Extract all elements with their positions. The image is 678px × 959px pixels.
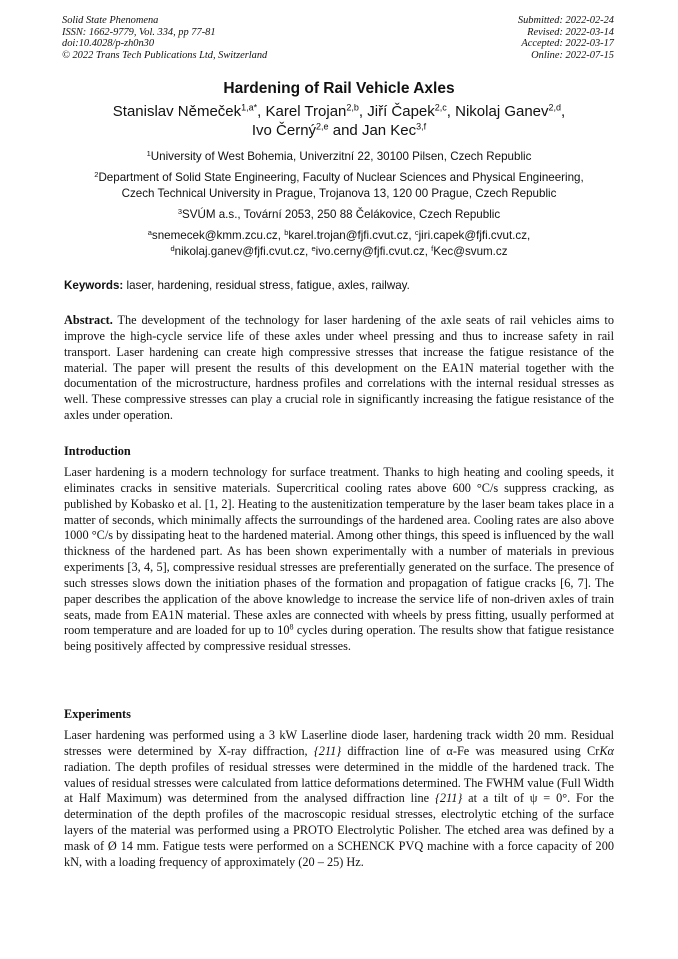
keywords-text: laser, hardening, residual stress, fatigue, axles, railway. [126, 279, 410, 292]
keywords [64, 279, 624, 293]
abstract [64, 313, 614, 424]
email-link: karel.trojan@fjfi.cvut.cz [288, 229, 409, 242]
journal-copyright: © 2022 Trans Tech Publications Ltd, Switzerland [62, 49, 268, 61]
abstract-label: Abstract. [64, 313, 113, 327]
author-list: Stanislav Němeček$^{1,a*}$, Karel Trojan$^{2,b}$, Jiří Čapek$^{2,c}$, Nikolaj Ganev$^{2,d}$, Ivo Černý$^{2,e}$ and Jan Kec$^{3,f}$ [112, 102, 566, 139]
abstract-text: The development of the technology for laser hardening of the axle seats of rail vehicles aims to improve the high-cycle service life of these axles under wheel pressing and thus to increase safety in rail transport. Laser hardening can create high compressive stresses that increase the fatigue resistance of the material. The paper will present the results of this development on the EA1N material together with the documentation of the microstructure, hardness profiles and correlations with the internal residual stresses as well. These compressive stresses can play a crucial role in significantly increasing the fatigue resistance of the axles under operation. [64, 313, 614, 423]
email-link: Kec@svum.cz [433, 245, 508, 258]
affiliation-3: $^3$SVÚM a.s., Tovární 2053, 250 88 Čelákovice, Czech Republic [177, 206, 501, 221]
date-accepted: Accepted: 2022-03-17 [521, 38, 614, 50]
email-link: nikolaj.ganev@fjfi.cvut.cz [174, 245, 305, 258]
paper-title: Hardening of Rail Vehicle Axles [223, 80, 455, 97]
email-link: jiri.capek@fjfi.cvut.cz [418, 229, 527, 242]
introduction-text: Laser hardening is a modern technology for surface treatment. Thanks to high heating and cooling speeds, it eliminates cracks in sensitive materials. Supercritical cooling rates above 600 °C/s suppress cracking, as published by Kobasko et al. [1, 2]. Heating to the austenitization temperature by the laser beam takes place in a matter of seconds, which minimally affects the surroundings of the hardened area. Cooling rates are also above 1000 °C/s by dissipating heat to the hardened material. Among other things, this speed is influenced by the wall thickness of the hardened part. As has been shown experimentally with a number of materials in previous experiments [3, 4, 5], compressive residual stresses are preferentially generated on the surface. The presence of such stresses slows down the initiation phases of the formation and propagation of fatigue cracks [6, 7]. The paper describes the application of the above knowledge to increase the service life of non-driven axles of train seats, made from EA1N material. These axles are connected with wheels by press fitting, usually performed at room temperature and are loaded for up to $10^8$ cycles during operation. The results show that fatigue resistance being positively affected by compressive residual stresses. [64, 465, 614, 654]
author: Karel Trojan$^{2,b}$ [265, 102, 359, 120]
email-list: $^a$snemecek@kmm.zcu.cz, $^b$karel.trojan@fjfi.cvut.cz, $^c$jiri.capek@fjfi.cvut.cz, $^d$nikolaj.ganev@fjfi.cvut.cz, $^e$ivo.cerny@fjfi.cvut.cz, $^f$Kec@svum.cz [147, 227, 531, 258]
author: Nikolaj Ganev$^{2,d}$ [455, 102, 562, 120]
date-online: Online: 2022-07-15 [531, 49, 614, 61]
email-link: snemecek@kmm.zcu.cz [151, 229, 278, 242]
author: Ivo Černý$^{2,e}$ [251, 121, 329, 139]
author: Jiří Čapek$^{2,c}$ [367, 102, 447, 120]
author: Stanislav Němeček$^{1,a*}$ [112, 102, 258, 120]
section-heading-introduction: Introduction [64, 444, 131, 458]
journal-name: Solid State Phenomena [62, 15, 159, 26]
affiliation-2: $^2$Department of Solid State Engineering, Faculty of Nuclear Sciences and Physical Engineering, Czech Technical University in Prague, Trojanova 13, 120 00 Prague, Czech Republic [94, 169, 584, 200]
journal-doi: doi:10.4028/p-zh0n30 [62, 38, 155, 50]
journal-info [62, 15, 267, 61]
keywords-label: Keywords: [64, 279, 124, 292]
journal-issn: ISSN: 1662-9779, Vol. 334, pp 77-81 [62, 26, 216, 38]
author: Jan Kec$^{3,f}$ [361, 121, 427, 139]
submission-dates [518, 15, 614, 61]
experiments-text: Laser hardening was performed using a 3 kW Laserline diode laser, hardening track width 20 mm. Residual stresses were determined by X-ray diffraction, {211} diffraction line of α-Fe was measured using CrKα radiation. The depth profiles of residual stresses were determined in the middle of the hardened track. The values of residual stresses were calculated from lattice deformations determined. The FWHM value (Full Width at Half Maximum) was determined from the analysed diffraction line {211} at a tilt of ψ = 0°. For the determination of the depth profiles of the macroscopic residual stresses, electrolytic etching of the surface layers of the material was performed using a PROTO Electrolytic Polisher. The etched area was defined by a mask of Ø 14 mm. Fatigue tests were performed on a SCHENCK PVQ machine with a force capacity of 200 kN, with a loading frequency of approximately (20 – 25) Hz. [64, 728, 614, 869]
date-submitted: Submitted: 2022-02-24 [517, 15, 614, 26]
email-link: ivo.cerny@fjfi.cvut.cz [315, 245, 425, 258]
section-heading-experiments: Experiments [64, 707, 131, 721]
affiliation-1: $^1$University of West Bohemia, Univerzitní 22, 30100 Pilsen, Czech Republic [146, 148, 532, 163]
date-revised: Revised: 2022-03-14 [527, 26, 614, 38]
